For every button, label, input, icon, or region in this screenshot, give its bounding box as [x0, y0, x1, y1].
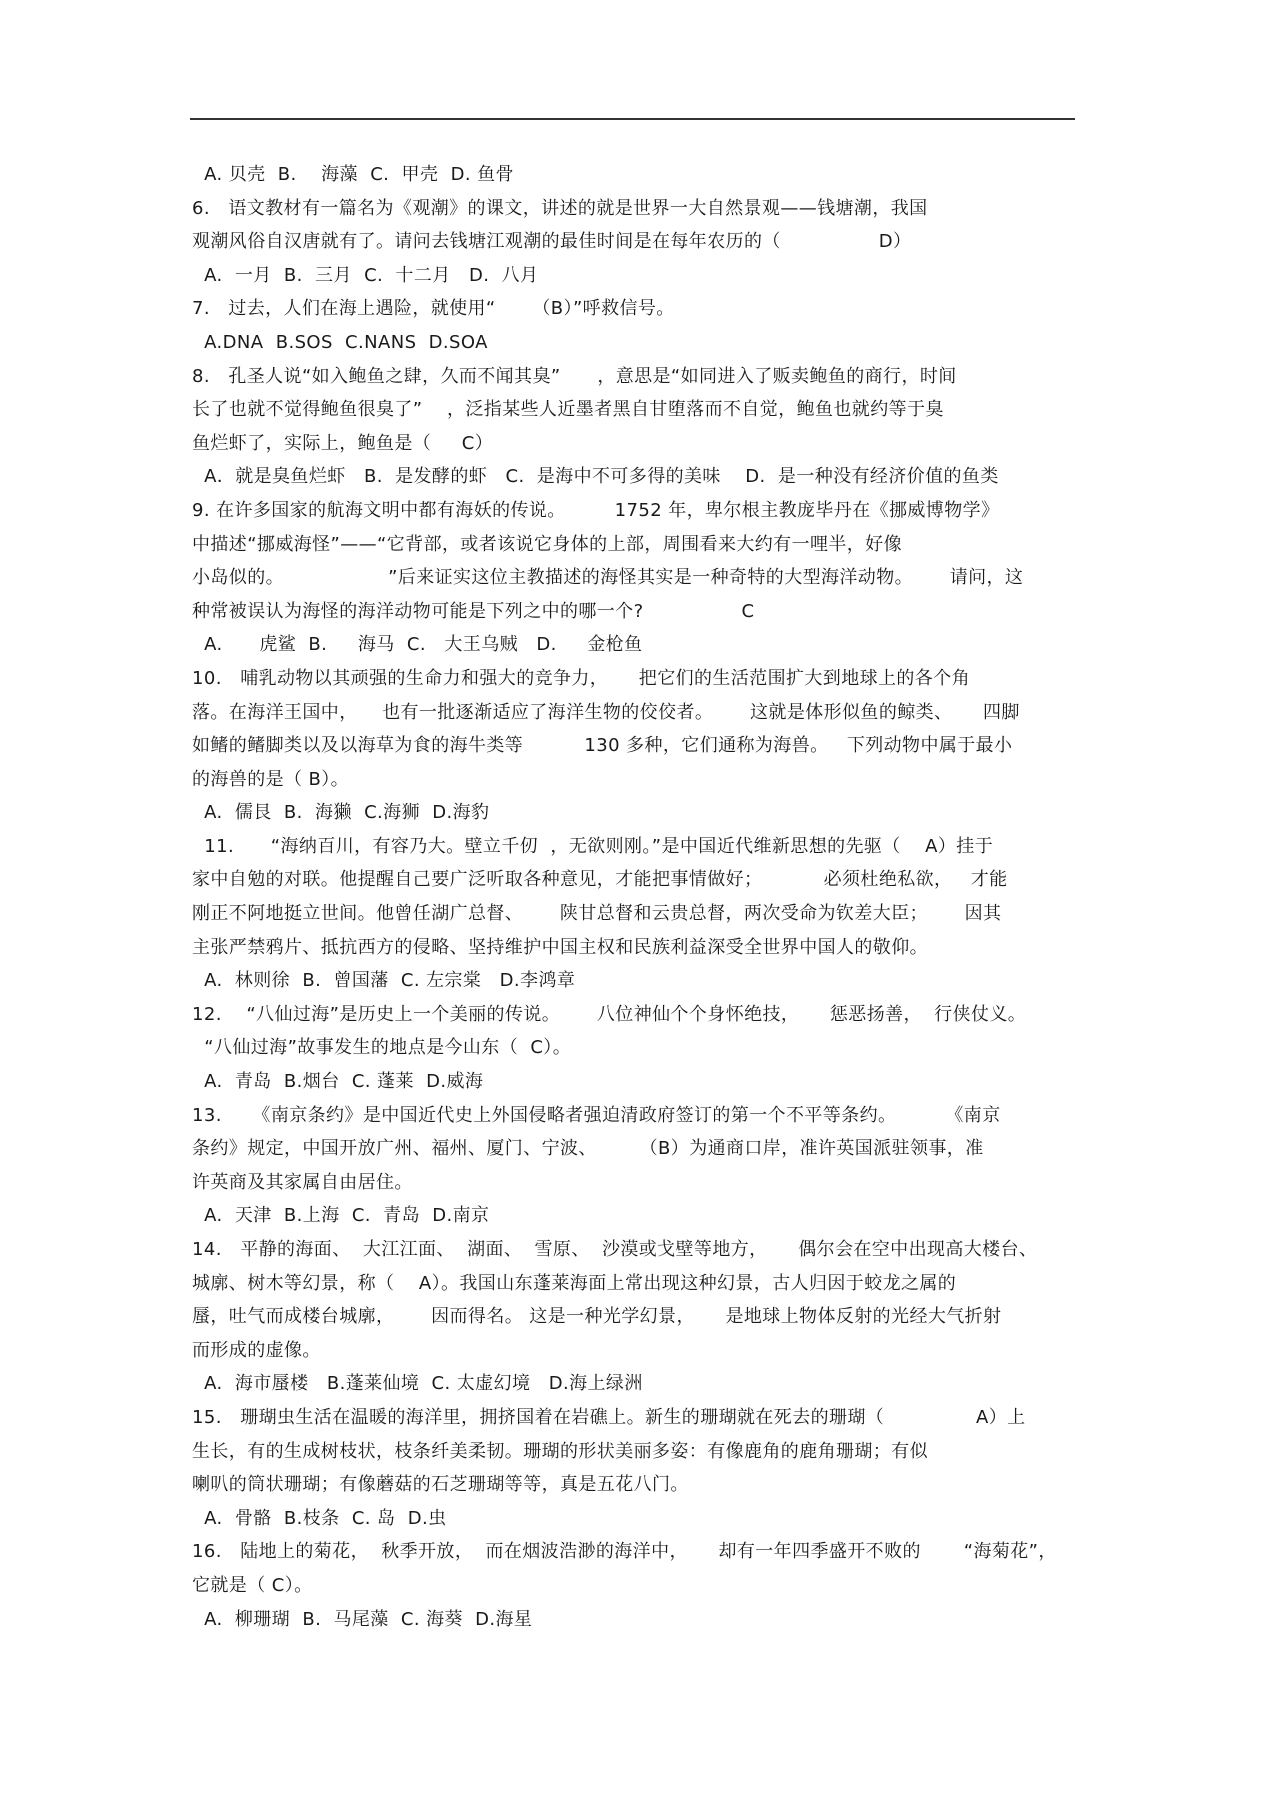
q9-text: 小岛似的。 ”后来证实这位主教描述的海怪其实是一种奇特的大型海洋动物。 请问，这	[192, 567, 1024, 589]
q11-text: 刚正不阿地挺立世间。他曾任湖广总督、 陕甘总督和云贵总督，两次受命为钦差大臣； 因其	[192, 903, 1002, 925]
q6-text: 6. 语文教材有一篇名为《观潮》的课文，讲述的就是世界一大自然景观——钱塘潮，我国	[192, 197, 928, 219]
q9-options: A. 虎鲨 B. 海马 C. 大王乌贼 D. 金枪鱼	[198, 634, 643, 656]
q15-text: 15. 珊瑚虫生活在温暖的海洋里，拥挤国着在岩礁上。新生的珊瑚就在死去的珊瑚（ A）上	[192, 1406, 1026, 1428]
q14-text: 城廓、树木等幻景，称（ A）。我国山东蓬莱海面上常出现这种幻景，古人归因于蛟龙之属的	[192, 1272, 957, 1294]
q14-text: 而形成的虚像。	[192, 1339, 321, 1361]
q12-text: 12. “八仙过海”是历史上一个美丽的传说。 八位神仙个个身怀绝技， 惩恶扬善， 行侠仗义。	[192, 1003, 1027, 1025]
q15-options: A. 骨骼 B.枝条 C. 岛 D.虫	[198, 1507, 447, 1529]
q12-text: “八仙过海”故事发生的地点是今山东（ C）。	[192, 1037, 572, 1059]
q14-text: 14. 平静的海面、 大江江面、 湖面、 雪原、 沙漠或戈壁等地方， 偶尔会在空中出现高大楼台、	[192, 1239, 1038, 1260]
q13-text: 许英商及其家属自由居住。	[192, 1171, 413, 1193]
q8-text: 8. 孔圣人说“如入鲍鱼之肆，久而不闻其臭” ，意思是“如同进入了贩卖鲍鱼的商行，时间	[192, 365, 957, 387]
q16-text: 它就是（ C）。	[192, 1574, 313, 1596]
q11-text: 11. “海纳百川，有容乃大。壁立千仞 ，无欲则刚。”是中国近代维新思想的先驱（ A）挂于	[192, 835, 994, 857]
q13-options: A. 天津 B.上海 C. 青岛 D.南京	[198, 1205, 490, 1227]
q16-options: A. 柳珊瑚 B. 马尾藻 C. 海葵 D.海星	[198, 1608, 533, 1630]
q15-text: 喇叭的筒状珊瑚；有像蘑菇的石芝珊瑚等等，真是五花八门。	[192, 1474, 689, 1496]
q9-text: 中描述“挪威海怪”——“它背部，或者该说它身体的上部，周围看来大约有一哩半，好像	[192, 533, 902, 555]
q5-options: A. 贝壳 B. 海藻 C. 甲壳 D. 鱼骨	[198, 164, 514, 185]
q10-text: 的海兽的是（ B）。	[192, 768, 350, 790]
q8-text: 长了也就不觉得鲍鱼很臭了” ，泛指某些人近墨者黑自甘堕落而不自觉，鲍鱼也就约等于臭	[192, 399, 944, 421]
q13-text: 条约》规定，中国开放广州、福州、厦门、宁波、 （B）为通商口岸，准许英国派驻领事，准	[192, 1138, 984, 1160]
q8-options: A．就是臭鱼烂虾 B. 是发酵的虾 C. 是海中不可多得的美味 D. 是一种没有经济价值的鱼类	[198, 466, 999, 488]
q12-options: A. 青岛 B.烟台 C. 蓬莱 D.威海	[198, 1071, 484, 1093]
q9-text: 9. 在许多国家的航海文明中都有海妖的传说。 1752 年，卑尔根主教庞毕丹在《挪威博物学》	[192, 499, 1000, 521]
q7-options: A.DNA B.SOS C.NANS D.SOA	[198, 331, 488, 353]
q8-text: 鱼烂虾了，实际上，鲍鱼是（ C）	[192, 432, 494, 454]
q9-text: 种常被误认为海怪的海洋动物可能是下列之中的哪一个? C	[192, 600, 755, 622]
q11-text: 主张严禁鸦片、抵抗西方的侵略、坚持维护中国主权和民族利益深受全世界中国人的敬仰。	[192, 936, 928, 958]
q10-options: A. 儒艮 B. 海獭 C.海狮 D.海豹	[198, 802, 490, 824]
q15-text: 生长，有的生成树枝状，枝条纤美柔韧。珊瑚的形状美丽多姿：有像鹿角的鹿角珊瑚；有似	[192, 1440, 928, 1462]
q14-text: 蜃，吐气而成楼台城廓， 因而得名。 这是一种光学幻景， 是地球上物体反射的光经大气折射	[192, 1306, 1002, 1328]
q6-options: A. 一月 B. 三月 C. 十二月 D. 八月	[198, 264, 539, 286]
q11-text: 家中自勉的对联。他提醒自己要广泛听取各种意见，才能把事情做好； 必须杜绝私欲， 才能	[192, 869, 1008, 891]
q7-text: 7. 过去，人们在海上遇险，就使用“ （B）”呼救信号。	[192, 298, 675, 320]
q6-text: 观潮风俗自汉唐就有了。请问去钱塘江观潮的最佳时间是在每年农历的（ D）	[192, 231, 912, 253]
q16-text: 16. 陆地上的菊花， 秋季开放， 而在烟波浩渺的海洋中， 却有一年四季盛开不败的 “海菊花”，	[192, 1541, 1057, 1563]
q10-text: 如鳍的鳍脚类以及以海草为食的海牛类等 130 多种，它们通称为海兽。 下列动物中属于最小	[192, 735, 1013, 757]
q10-text: 落。在海洋王国中， 也有一批逐渐适应了海洋生物的佼佼者。 这就是体形似鱼的鲸类、 四脚	[192, 701, 1020, 723]
q13-text: 13. 《南京条约》是中国近代史上外国侵略者强迫清政府签订的第一个不平等条约。 《南京	[192, 1104, 1001, 1126]
document-body	[192, 158, 1082, 1636]
q11-options: A. 林则徐 B. 曾国藩 C. 左宗棠 D.李鸿章	[198, 970, 576, 992]
q14-options: A. 海市蜃楼 B.蓬莱仙境 C. 太虚幻境 D.海上绿洲	[198, 1373, 643, 1395]
q10-text: 10. 哺乳动物以其顽强的生命力和强大的竞争力， 把它们的生活范围扩大到地球上的各个角	[192, 667, 970, 689]
header-rule	[190, 118, 1075, 120]
